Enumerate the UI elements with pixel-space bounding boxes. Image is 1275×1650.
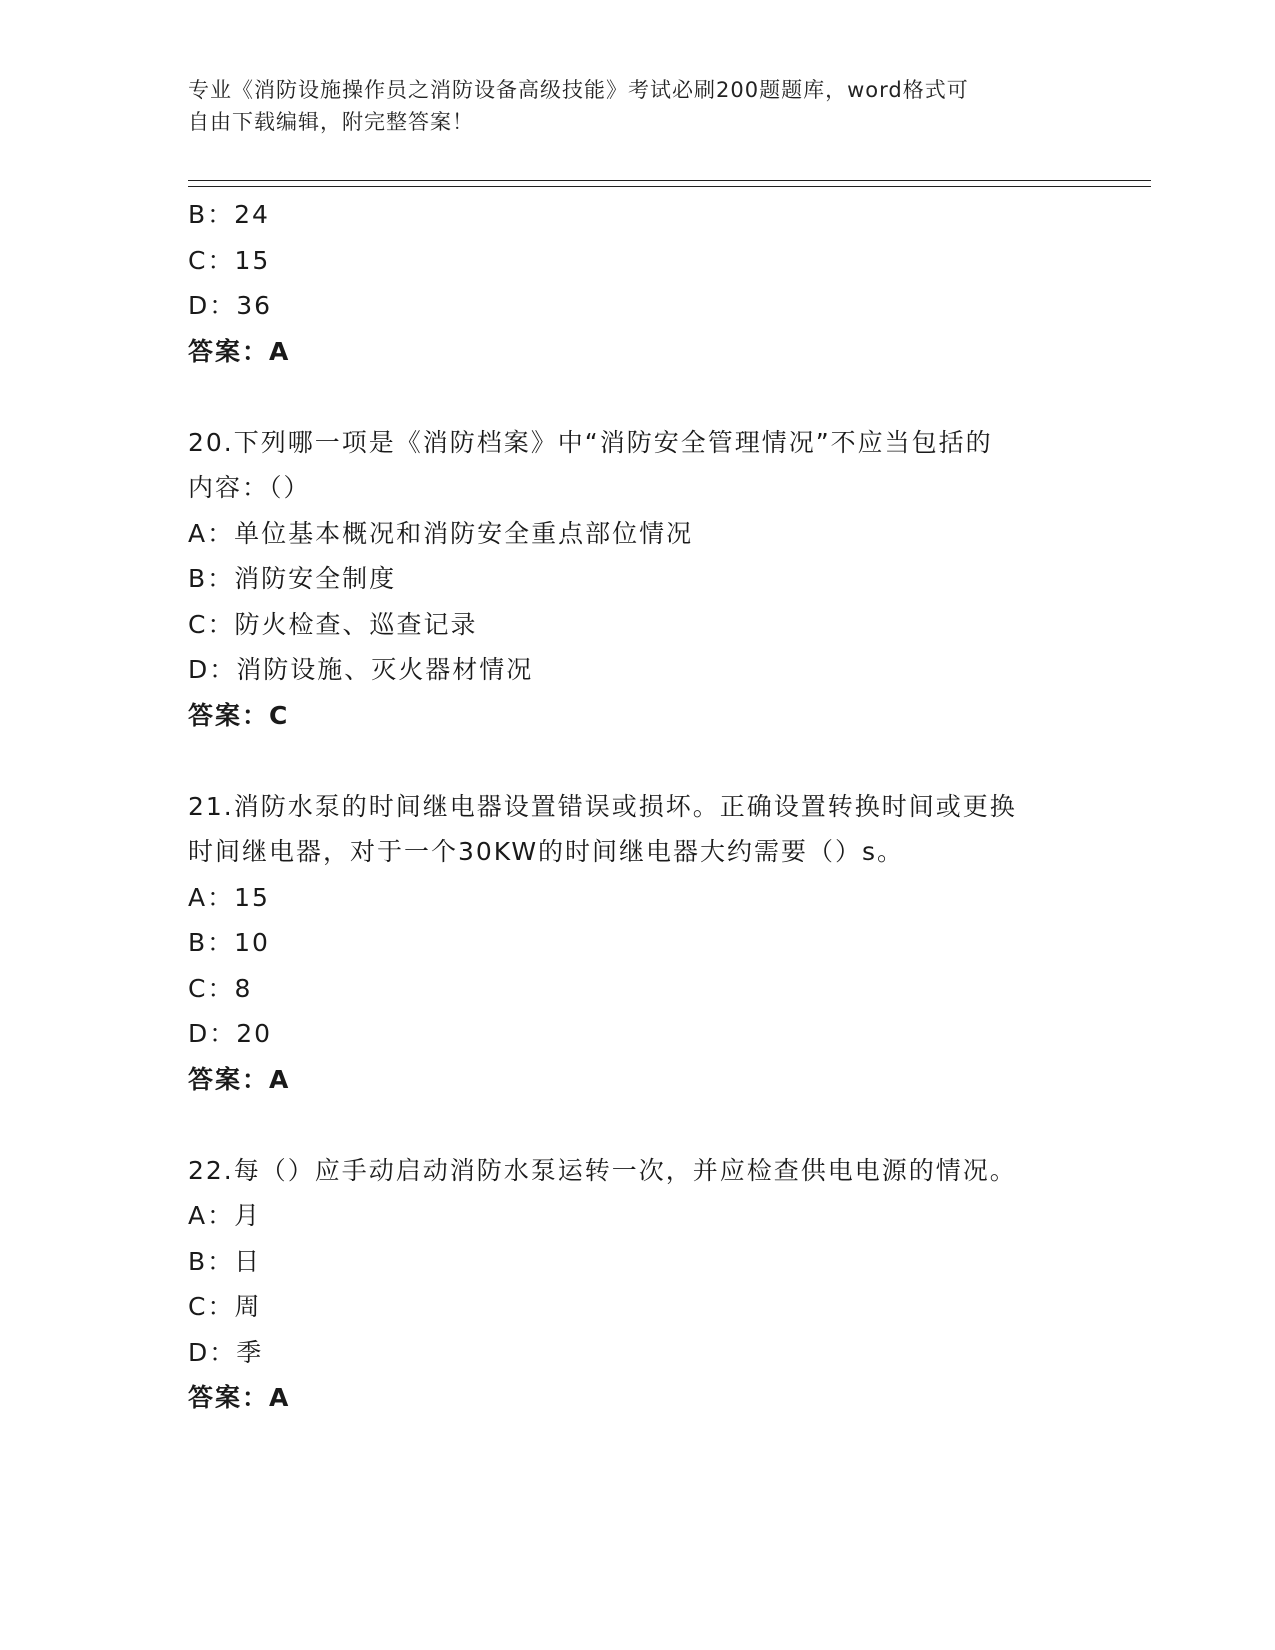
option-d: D：36 [188, 291, 273, 320]
option-c: C：15 [188, 245, 271, 275]
option-b: B：10 [188, 928, 270, 957]
option-d: D：消防设施、灭火器材情况 [188, 655, 534, 684]
question-22 [188, 1148, 1068, 1421]
question-text-line-2: 时间继电器，对于一个30KW的时间继电器大约需要（）s。 [188, 837, 905, 866]
header-divider [188, 180, 1151, 187]
question-text-line-1: 20.下列哪一项是《消防档案》中“消防安全管理情况”不应当包括的 [188, 427, 993, 457]
option-d: D：20 [188, 1019, 273, 1048]
option-a: A：15 [188, 882, 270, 912]
answer: 答案：A [188, 1383, 291, 1412]
option-d: D：季 [188, 1337, 264, 1367]
option-c: C：防火检查、巡查记录 [188, 609, 478, 639]
document-body [188, 192, 1068, 1421]
option-b: B：24 [188, 200, 270, 229]
spacer [188, 738, 1068, 784]
question-19-tail [188, 192, 1068, 374]
option-b: B：消防安全制度 [188, 564, 397, 593]
question-21 [188, 784, 1068, 1103]
question-text-line-1: 22.每（）应手动启动消防水泵运转一次，并应检查供电电源的情况。 [188, 1155, 1017, 1185]
option-b: B：日 [188, 1246, 262, 1276]
answer: 答案：A [188, 336, 291, 366]
answer: 答案：C [188, 700, 290, 730]
answer: 答案：A [188, 1064, 291, 1094]
question-20 [188, 420, 1068, 739]
header-line-2: 自由下载编辑，附完整答案！ [188, 110, 474, 134]
question-text-line-1: 21.消防水泵的时间继电器设置错误或损坏。正确设置转换时间或更换 [188, 791, 1017, 821]
option-a: A：单位基本概况和消防安全重点部位情况 [188, 518, 694, 548]
question-text-line-2: 内容：（） [188, 473, 311, 502]
option-c: C：周 [188, 1292, 262, 1321]
header-line-1: 专业《消防设施操作员之消防设备高级技能》考试必刷200题题库，word格式可 [188, 78, 969, 102]
document-header [188, 74, 1068, 138]
spacer [188, 1102, 1068, 1148]
spacer [188, 374, 1068, 420]
option-a: A：月 [188, 1201, 262, 1230]
option-c: C：8 [188, 973, 253, 1003]
